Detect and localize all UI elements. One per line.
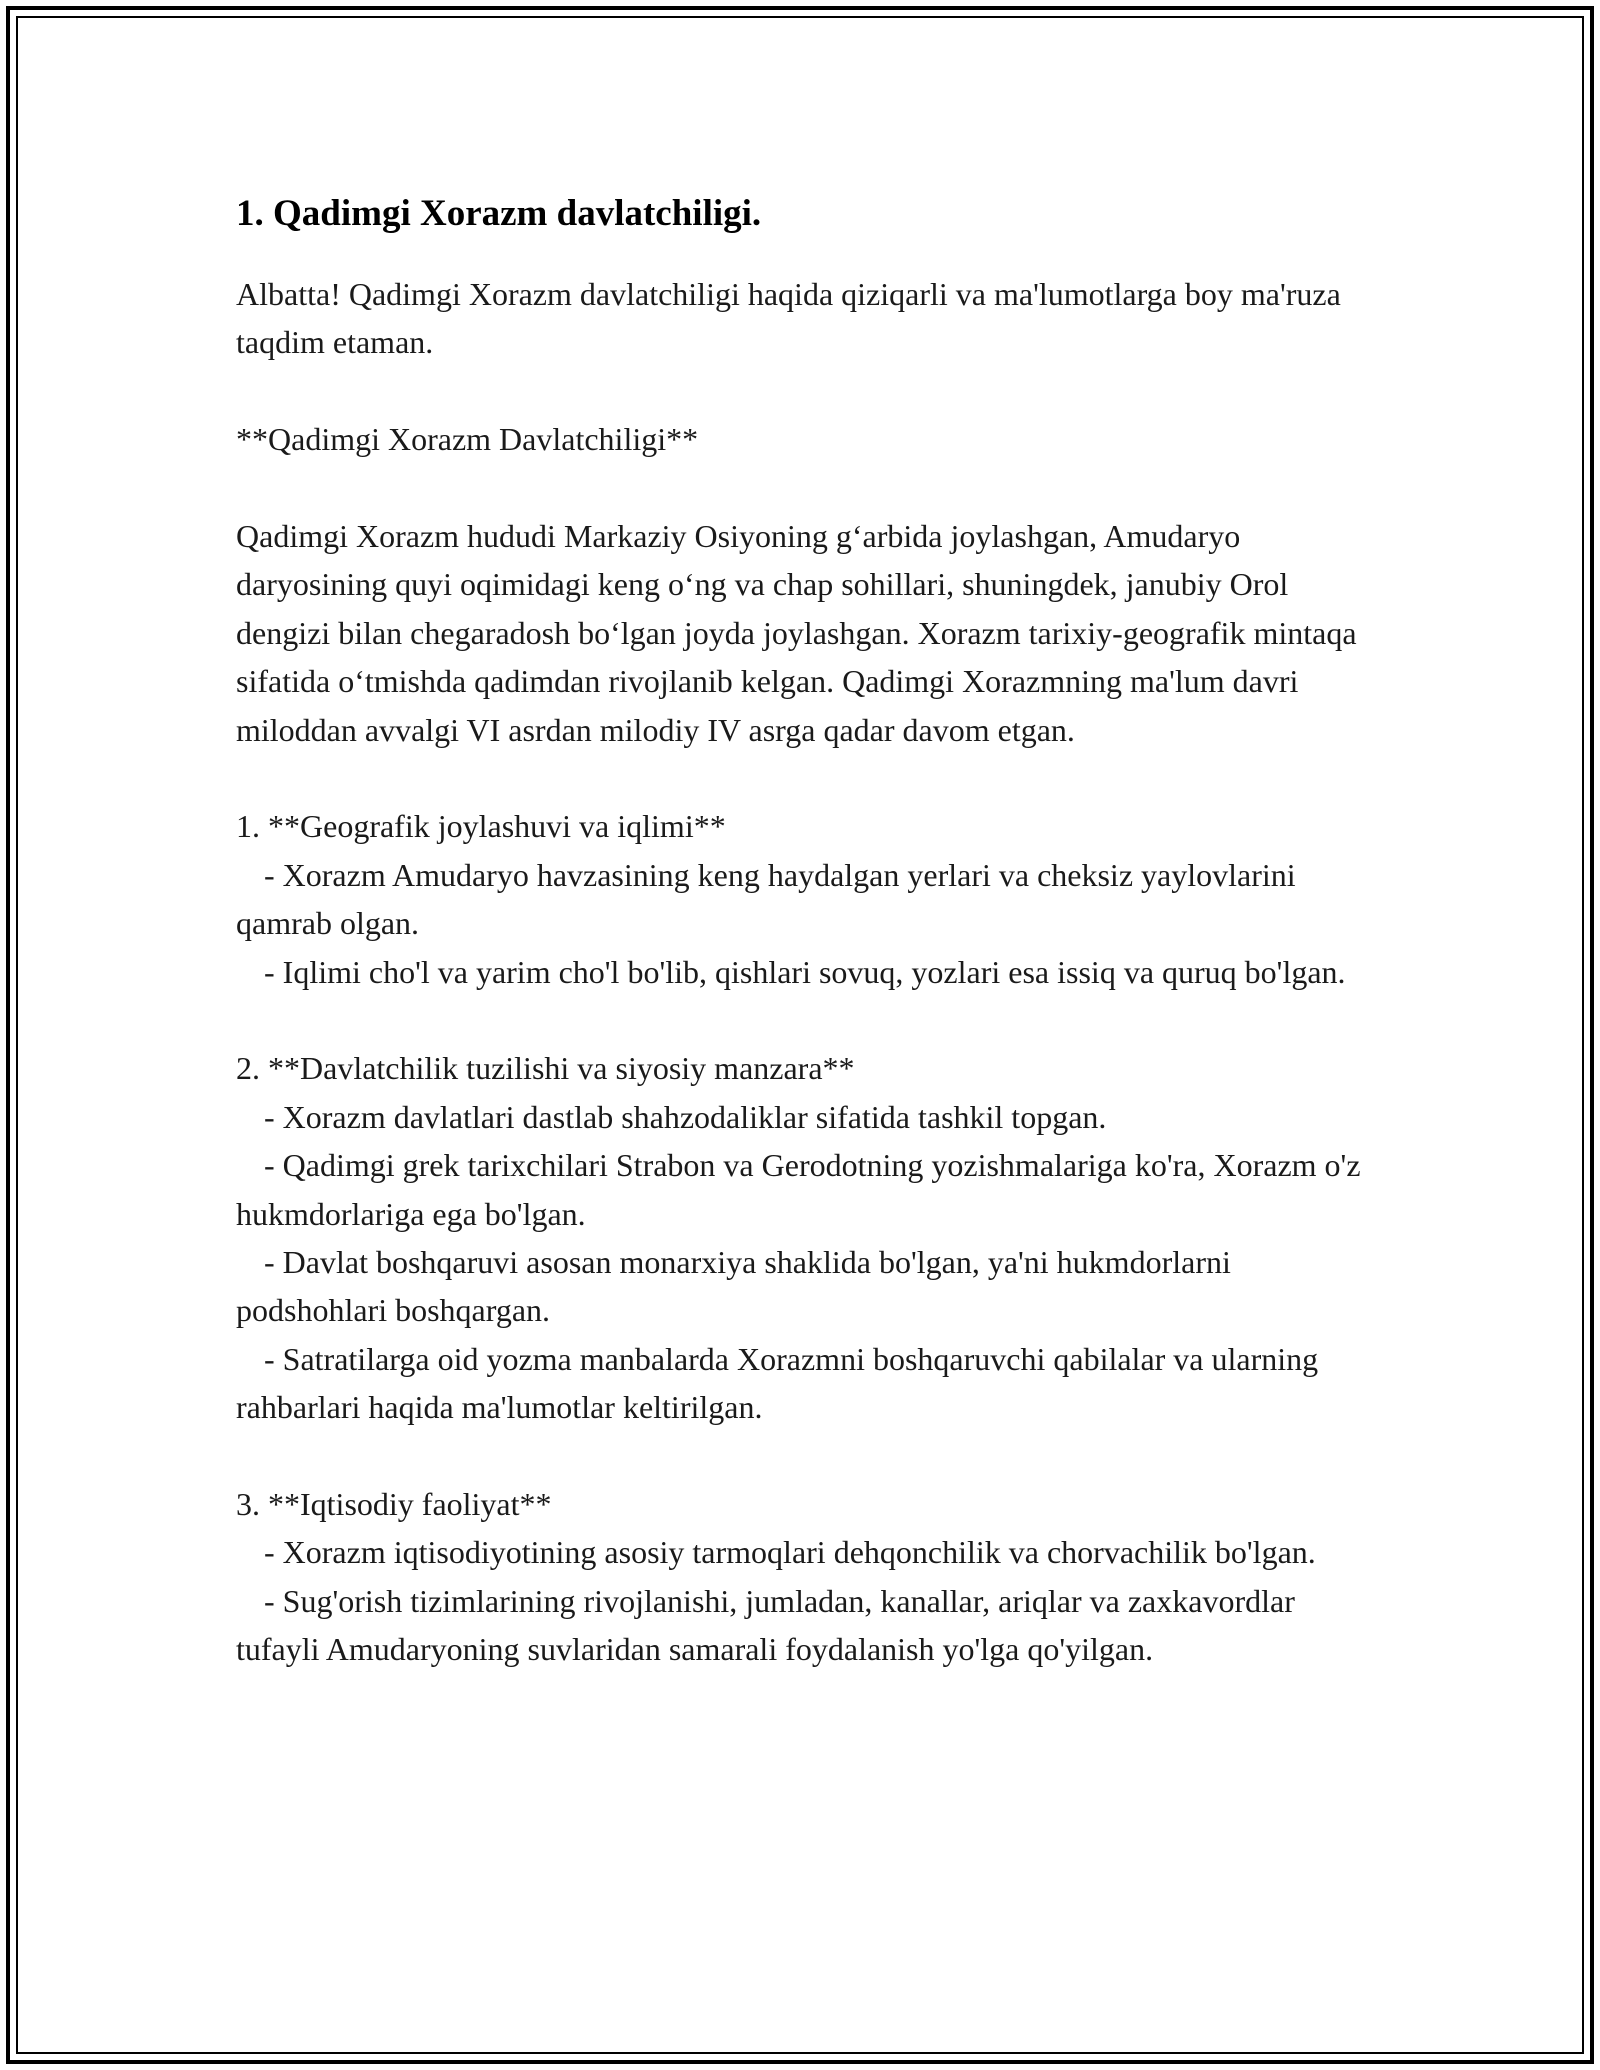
section-heading: 1. **Geografik joylashuvi va iqlimi** (236, 808, 726, 845)
list-item: - Xorazm iqtisodiyotining asosiy tarmoqlari dehqonchilik va chorvachilik bo'lgan. (264, 1534, 1316, 1571)
intro-paragraph: Albatta! Qadimgi Xorazm davlatchiligi haqida qiziqarli va ma'lumotlarga boy ma'ruza taqdim etaman. (236, 276, 1341, 361)
document-body (236, 190, 1376, 1722)
section-economy (236, 1480, 1376, 1674)
list-item: - Xorazm Amudaryo havzasining keng haydalgan yerlari va cheksiz yaylovlarini qamrab olgan. (236, 856, 1296, 942)
list-item: - Xorazm davlatlari dastlab shahzodaliklar sifatida tashkil topgan. (264, 1098, 1107, 1135)
list-item: - Sug'orish tizimlarining rivojlanishi, jumladan, kanallar, ariqlar va zaxkavordlar tufayli Amudaryoning suvlaridan samarali foydalanish yo'lga qo'yilgan. (236, 1582, 1295, 1668)
overview-paragraph: Qadimgi Xorazm hududi Markaziy Osiyoning g‘arbida joylashgan, Amudaryo daryosining quyi oqimidagi keng o‘ng va chap sohillari, shuningdek, janubiy Orol dengizi bilan chegaradosh bo‘lgan joyda joylashgan. Xorazm tarixiy-geografik mintaqa sifatida o‘tmishda qadimdan rivojlanib kelgan. Qadimgi Xorazmning ma'lum davri miloddan avvalgi VI asrdan milodiy IV asrga qadar davom etgan. (236, 518, 1357, 748)
document-title: 1. Qadimgi Xorazm davlatchiligi. (236, 193, 762, 234)
section-heading: 3. **Iqtisodiy faoliyat** (236, 1486, 552, 1523)
section-geography (236, 802, 1376, 996)
list-item: - Davlat boshqaruvi asosan monarxiya shaklida bo'lgan, ya'ni hukmdorlarni podshohlari boshqargan. (236, 1244, 1231, 1329)
list-item: - Satratilarga oid yozma manbalarda Xorazmni boshqaruvchi qabilalar va ularning rahbarlari haqida ma'lumotlar keltirilgan. (236, 1340, 1319, 1426)
section-statehood (236, 1044, 1376, 1431)
subtitle-paragraph: **Qadimgi Xorazm Davlatchiligi** (236, 421, 699, 458)
list-item: - Iqlimi cho'l va yarim cho'l bo'lib, qishlari sovuq, yozlari esa issiq va quruq bo'lgan. (264, 953, 1346, 990)
list-item: - Qadimgi grek tarixchilari Strabon va Gerodotning yozishmalariga ko'ra, Xorazm o'z hukmdorlariga ega bo'lgan. (236, 1147, 1361, 1232)
section-heading: 2. **Davlatchilik tuzilishi va siyosiy manzara** (236, 1050, 855, 1087)
